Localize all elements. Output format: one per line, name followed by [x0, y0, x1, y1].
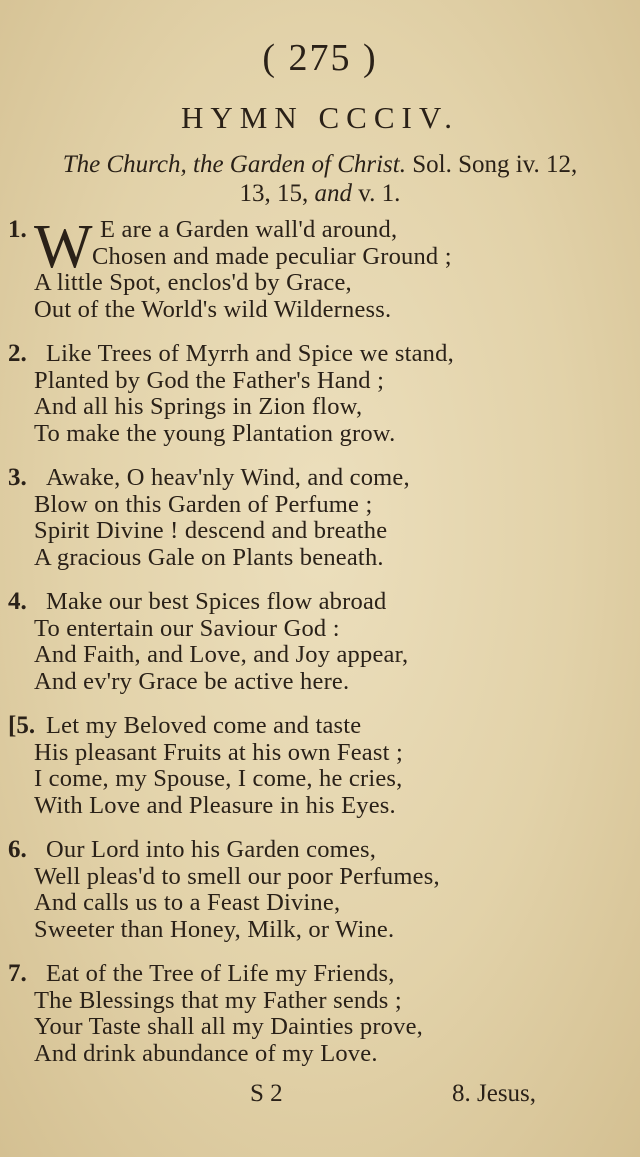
verse-number: 1.	[8, 216, 27, 243]
subtitle-line-1	[8, 150, 632, 179]
verse-line: I come, my Spouse, I come, he cries,	[34, 765, 403, 792]
verse-line: Our Lord into his Garden comes,	[46, 836, 377, 863]
subtitle-theme: The Church, the Garden of Christ.	[62, 151, 406, 178]
verse-number: 2.	[8, 340, 27, 367]
page-number: ( 275 )	[262, 37, 378, 79]
signature-mark: S 2	[250, 1080, 283, 1107]
hymn-subtitle	[8, 150, 632, 208]
verse-line: His pleasant Fruits at his own Feast ;	[34, 738, 403, 766]
verse-line: And ev'ry Grace be active here.	[34, 667, 350, 695]
hymn-title: HYMN CCCIV.	[181, 100, 459, 135]
verse-line: And calls us to a Feast Divine,	[34, 889, 341, 916]
verse-line: Blow on this Garden of Perfume ;	[34, 490, 373, 518]
verse-line: Like Trees of Myrrh and Spice we stand,	[46, 340, 454, 367]
subtitle-ref-end: v. 1.	[358, 180, 401, 207]
verse-line: Eat of the Tree of Life my Friends,	[46, 960, 395, 987]
verse-line: To make the young Plantation grow.	[34, 419, 396, 447]
catchword: 8. Jesus,	[452, 1080, 537, 1107]
verse-line: Awake, O heav'nly Wind, and come,	[46, 464, 410, 491]
verse-line: And Faith, and Love, and Joy appear,	[34, 641, 409, 668]
verse-line: Planted by God the Father's Hand ;	[34, 366, 385, 394]
verse-line: Spirit Divine ! descend and breathe	[34, 517, 388, 544]
verse-line: And all his Springs in Zion flow,	[34, 393, 363, 420]
verse-number: 4.	[8, 588, 27, 615]
verse-number: 6.	[8, 836, 27, 863]
verse-line: A gracious Gale on Plants beneath.	[34, 543, 384, 571]
drop-cap: W	[34, 213, 93, 281]
subtitle-and: and	[314, 180, 353, 207]
subtitle-reference: Sol. Song iv. 12,	[412, 151, 578, 178]
verse-line: With Love and Pleasure in his Eyes.	[34, 791, 396, 819]
verse-line: To entertain our Saviour God :	[34, 614, 340, 642]
verse-line: And drink abundance of my Love.	[34, 1039, 378, 1067]
verse-line: The Blessings that my Father sends ;	[34, 986, 402, 1014]
verse-line: Make our best Spices flow abroad	[46, 588, 387, 615]
verse-line: Well pleas'd to smell our poor Perfumes,	[34, 862, 440, 890]
verse-line: Let my Beloved come and taste	[46, 712, 362, 739]
verse-line: E are a Garden wall'd around,	[100, 216, 398, 243]
subtitle-line-2	[8, 179, 632, 208]
verse-number: 7.	[8, 960, 27, 987]
verse-number: 3.	[8, 464, 27, 491]
verse-line: Out of the World's wild Wilderness.	[34, 295, 392, 323]
verse-number: [5.	[8, 712, 36, 739]
verse-line: A little Spot, enclos'd by Grace,	[34, 269, 352, 296]
verse-line: Your Taste shall all my Dainties prove,	[34, 1013, 423, 1040]
verse-line: Chosen and made peculiar Ground ;	[92, 242, 452, 270]
verse-line: Sweeter than Honey, Milk, or Wine.	[34, 915, 395, 943]
subtitle-ref-cont: 13, 15,	[239, 180, 309, 207]
